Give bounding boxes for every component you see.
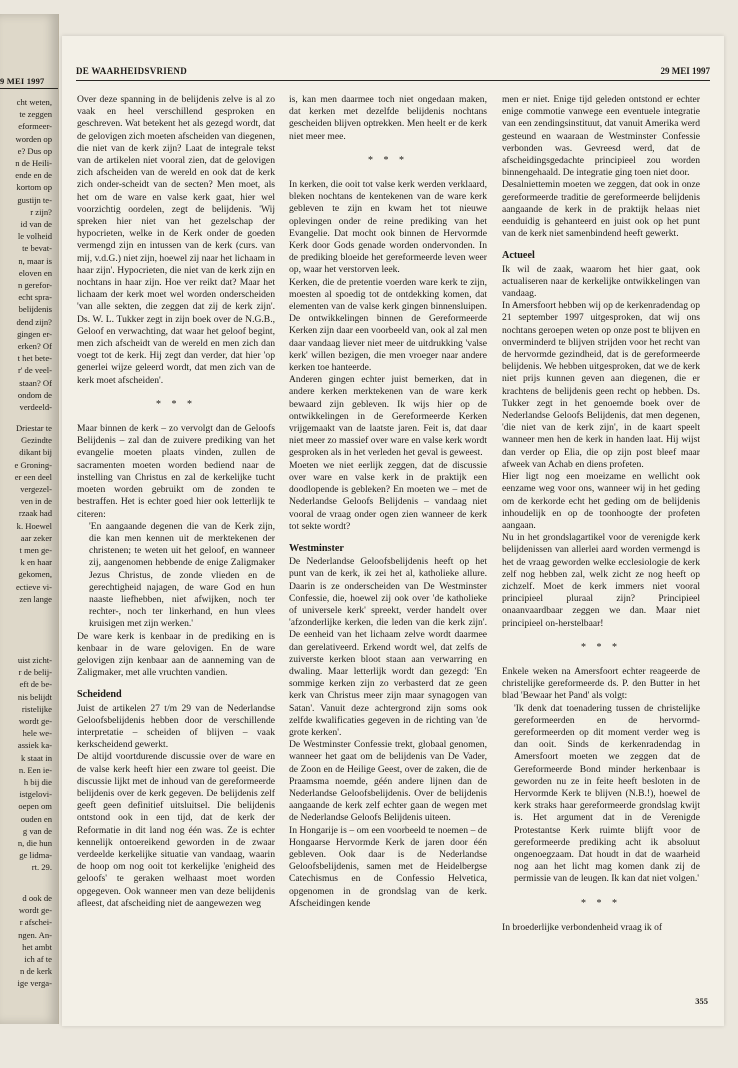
facing-page-line: dend zijn? bbox=[16, 316, 52, 327]
paragraph: Over deze spanning in de belijdenis zelve is al zo vaak en heel verschillend gesproken en geschreven. Wat betekent het als gezegd wordt, dat de gelovigen zich moeten afscheiden van diegenen, die niet van de kerk zijn? Laat de integrale tekst van de artikelen niet vooral zien, dat de gelovigen zich afscheiden van de wereld en ook dat de kerk zich onder-scheidt van de secten? Men moet, als het om de ware en valse kerk gaat, hier wel voorzichtig oordelen, zegt de belijdenis. 'Wij spreken hier niet van het gezelschap der hypocrieten, welke in de Kerk onder de goeden vermengd zijn en intussen van de kerk (curs. van mij, v.d.G.) niet zijn, hoewel zij naar het lichaam in haar zijn'. Hypocrieten, die niet van de kerk zijn en nochtans in haar zijn. Hoe ver reikt dat? Maar het lichaam der kerk moet wel worden onderscheiden 'van alle sekten, die zeggen dat zij de kerk zijn'. Ds. W. L. Tukker zegt in zijn boek over de N.G.B., Geloof en verwachting, dat waar het geloof begint, men zich afscheidt van de wereld en men zich dan voegt tot de kerk. Hij zegt dan verder, dat hier 'op generlei wijze geleerd wordt, dat men zich van de kerk moet afscheiden'. bbox=[77, 94, 275, 386]
paragraph: Ik wil de zaak, waarom het hier gaat, ook actualiseren naar de kerkelijke ontwikkelingen van vandaag. bbox=[502, 263, 700, 300]
paragraph: De ware kerk is kenbaar in de prediking en is kenbaar in de ware gelovigen. En de ware gelovigen zijn kenbaar aan de aanneming van de Zaligmaker, met alle vruchten vandien. bbox=[77, 630, 275, 679]
paragraph: In kerken, die ooit tot valse kerk werden verklaard, bleken nochtans de kentekenen van de ware kerk gebleven te zijn en kwam het tot nieuwe oplevingen onder de reine prediking van het Evangelie. Dat mocht ook binnen de Hervormde Kerk door Gods genade worden ondervonden. In de prediking bloeide het gereformeerde leven weer op, waar het verstorven leek. bbox=[289, 179, 487, 276]
facing-page-line: echt spra- bbox=[18, 292, 52, 303]
facing-page-line: eft de be- bbox=[19, 679, 52, 690]
section-separator: * * * bbox=[581, 897, 621, 909]
facing-page-line: hele we- bbox=[22, 728, 52, 739]
facing-page-line: n gerefor- bbox=[18, 280, 52, 291]
facing-page-line: ven in de bbox=[20, 496, 52, 507]
facing-page-line: e? Dus op bbox=[17, 145, 52, 156]
facing-page-line: r afschei- bbox=[19, 917, 52, 928]
facing-page-line: g van de bbox=[22, 825, 52, 836]
facing-page-line: r' de veel- bbox=[18, 365, 52, 376]
facing-page-line: eformeer- bbox=[18, 121, 52, 132]
facing-page-line: ondom de bbox=[17, 389, 52, 400]
facing-page-line: n. Een ie- bbox=[18, 764, 52, 775]
section-separator: * * * bbox=[581, 641, 621, 653]
facing-page-text-lower bbox=[0, 654, 59, 874]
facing-page-line: cht weten, bbox=[16, 97, 52, 107]
block-quote: 'Ik denk dat toenadering tussen de christelijke gereformeerden en de hervormd-gereformeerden op dit moment verder weg is dan ooit. Sinds de kerkenradendag in Amersfoort moeten we zeggen dat de Gereformeerde Bond minder herkenbaar is geworden nu ze in feite heeft besloten in de Hervormde Kerk te blijven (N.B.!), hoewel de kerk straks haar gereformeerde grondslag kwijt is. Het argument dat in de Verenigde Protestantse Kerk ruimte blijft voor de gereformeerde prediking acht ik absoluut ongenoegzaam. Dat houdt in dat de waarheid nog aan het licht mag komen dank zij de permissie van de leugen. Ik kan dat niet volgen.' bbox=[514, 702, 700, 885]
paragraph: In Hongarije is – om een voorbeeld te noemen – de Hongaarse Hervormde Kerk de jaren door één gebleven. Ook daar is de Nederlandse Geloofsbelijdenis, samen met de Heidelbergse Catechismus en de Confessio Helvetica, opgenomen in de grondslag van de kerk. Afscheidingen kende bbox=[289, 824, 487, 909]
facing-page-text-bottom bbox=[0, 892, 59, 990]
paragraph: Maar binnen de kerk – zo vervolgt dan de Geloofs Belijdenis – zal dan de zuivere prediking van het evangelie moeten plaats vinden, zullen de sacramenten moeten worden bediend naar de instelling van Christus en zal de kerkelijke tucht moeten worden gebruikt om de zonden te bestraffen. Het is echter goed hier ook letterlijk te citeren: bbox=[77, 423, 275, 520]
facing-page-line: vergezel- bbox=[20, 484, 52, 495]
facing-page-line: e Groning- bbox=[14, 459, 52, 470]
paragraph: In broederlijke verbondenheid vraag ik of bbox=[502, 921, 663, 933]
paragraph: De Nederlandse Geloofsbelijdenis heeft op het punt van de kerk, ik zei het al, katholieke allure. Daarin is ze onderscheiden van De Westminster Confessie, die, hoewel zij ook over 'de katholieke of universele kerk' spreekt, verder handelt over 'afzonderlijke kerken, die leden van die kerk zijn'. De eenheid van het lichaam zelve wordt daarmee dan gerelativeerd. Erkend wordt wel, dat zelfs de zuiverste kerken bloot staan aan verwarring en dwaling. Maar letterlijk wordt dan gezegd: 'En sommige kerken zijn zo verbasterd dat ze geen kerk van Christus meer zijn maar synagogen van Satan'. Vanuit deze achtergrond zijn soms ook zelfde kwalificaties gegeven in de richting van 'de grote kerken'. bbox=[289, 556, 487, 738]
paragraph: Anderen gingen echter juist bemerken, dat in andere kerken merktekenen van de ware kerk bewaard zijn gebleven. Ik wijs hier op de ontwikkelingen in de Gereformeerde Kerken vrijgemaakt van de laatste jaren. Feit is, dat daar niet meer zo massief over ware en valse kerk wordt gesproken als in het verleden het geval is geweest. bbox=[289, 374, 487, 459]
facing-page-line: oepen om bbox=[18, 801, 52, 812]
facing-page-line: gustijn te- bbox=[17, 194, 52, 205]
facing-page-line: nis belijdt bbox=[17, 691, 52, 702]
paragraph: is, kan men daarmee toch niet ongedaan maken, dat kerken met dezelfde belijdenis nochtans gescheiden blijven optrekken. Men heelt er de kerk niet meer mee. bbox=[289, 94, 487, 142]
facing-page-line: ouden en bbox=[20, 813, 52, 824]
section-heading: Scheidend bbox=[77, 689, 122, 701]
paragraph: Kerken, die de pretentie voerden ware kerk te zijn, moesten al spoedig tot de ontdekking komen, dat elementen van de valse kerk gingen binnensluipen. De ontwikkelingen binnen de Gereformeerde Kerken zijn daar een voorbeeld van, ook al zal men daar vandaag liever niet meer de uitdrukking 'valse kerk' willen bezigen, die men vroeger naar andere kerken toe hanteerde. bbox=[289, 276, 487, 374]
facing-page-line: zen lange bbox=[19, 593, 52, 604]
facing-page-line: staan? Of bbox=[19, 377, 52, 388]
paragraph: men er niet. Enige tijd geleden ontstond er echter enige commotie vanwege een eventuele integratie van een zendingsinstituut, dat vanuit Amerika werd gesteund en waaraan de Westminster Confessie verbonden was. Gevreesd werd, dat de afscheidingsgedachte principieel zou worden binnengehaald. De integratie ging toen niet door. bbox=[502, 94, 700, 179]
facing-page-line: h bij die bbox=[23, 777, 52, 788]
facing-page-line: k. Hoewel bbox=[16, 520, 52, 531]
text-column-2 bbox=[289, 94, 487, 1004]
facing-page-line: k en haar bbox=[20, 557, 52, 568]
paragraph: Enkele weken na Amersfoort echter reageerde de christelijke gereformeerde ds. P. den Butter in het blad 'Bewaar het Pand' als volgt: bbox=[502, 665, 700, 702]
page-number: 355 bbox=[695, 996, 708, 1006]
facing-page-line: ige verga- bbox=[17, 978, 52, 989]
facing-page-line: assiek ka- bbox=[17, 740, 52, 751]
facing-page-line: verdeeld- bbox=[19, 402, 52, 413]
facing-page-line: wordt ge- bbox=[18, 905, 52, 916]
facing-page-line: d ook de bbox=[22, 893, 52, 903]
facing-page-line: gingen er- bbox=[17, 328, 52, 339]
facing-page-line: uist zicht- bbox=[17, 655, 52, 665]
facing-page-line: r de belij- bbox=[18, 667, 52, 678]
publication-title: DE WAARHEIDSVRIEND bbox=[76, 66, 188, 76]
facing-page-line: rt. 29. bbox=[31, 862, 52, 873]
facing-page-line: k staat in bbox=[20, 752, 52, 763]
facing-page-line: le volheid bbox=[17, 231, 52, 242]
facing-page-line: ende en de bbox=[15, 170, 52, 181]
facing-page-line: te bevat- bbox=[22, 243, 52, 254]
facing-page-line: aar zeker bbox=[20, 532, 52, 543]
facing-page-line: er een deel bbox=[14, 471, 52, 482]
section-separator: * * * bbox=[156, 398, 196, 410]
running-header bbox=[76, 66, 710, 81]
facing-page-line: erken? Of bbox=[17, 341, 52, 352]
facing-page-line: t men ge- bbox=[19, 545, 52, 556]
facing-page-line: t het bete- bbox=[17, 353, 52, 364]
facing-page-line: r zijn? bbox=[30, 206, 52, 217]
paragraph: De Westminster Confessie trekt, globaal genomen, wanneer het gaat om de belijdenis van De Vader, de Zoon en de Heilige Geest, over de zaken, die de Praamsma noemde, géén andere lijnen dan de Nederlandse Geloofsbelijdenis. Over de belijdenis aangaande de kerk zelf echter gaan de wegen met de Nederlandse Geloofs Belijdenis uiteen. bbox=[289, 739, 487, 824]
facing-page-line: ge lidma- bbox=[19, 850, 52, 861]
facing-page-line: Gezindte bbox=[20, 435, 52, 446]
facing-page-line: gekomen, bbox=[18, 569, 52, 580]
facing-page-line: eloven en bbox=[18, 267, 52, 278]
newspaper-page bbox=[62, 36, 724, 1026]
section-heading: Westminster bbox=[289, 542, 344, 554]
paragraph: Desalniettemin moeten we zeggen, dat ook in onze gereformeerde traditie de gereformeerde belijdenis aangaande de kerk in de praktijk helaas niet eenduidig is gehanteerd en juist ook op het punt van de kerk niet samenbindend heeft gewerkt. bbox=[502, 179, 700, 240]
facing-page-line: kortom op bbox=[16, 182, 52, 193]
facing-page-line: ich af te bbox=[24, 954, 52, 965]
section-separator: * * * bbox=[368, 154, 408, 166]
facing-page-line: id van de bbox=[20, 219, 52, 230]
facing-page-line: ristelijke bbox=[21, 703, 52, 714]
facing-page-line: te zeggen bbox=[19, 109, 52, 120]
facing-page-line: worden op bbox=[15, 133, 52, 144]
facing-page-line: istgelovi- bbox=[19, 789, 52, 800]
paragraph: Nu in het grondslagartikel voor de verenigde kerk belijdenissen van allerlei aard worden vermengd is het de vraag geworden welke ecclesiologie de kerk zelf nog hebben zal, welk zicht ze nog heeft op zichzelf. Moet de kerk immers niet vooral principieel pluraal zijn? Principieel onaanvaardbaar zeggen we dan. Maar niet principieel on-herstelbaar! bbox=[502, 532, 700, 629]
text-column-1 bbox=[77, 94, 275, 1004]
facing-page-line: n de Heili- bbox=[15, 158, 52, 169]
facing-page-line: n, die hun bbox=[17, 838, 52, 849]
paragraph: Hier ligt nog een moeizame en wellicht ook eenzame weg voor ons, wanneer wij in het geding om de kerkorde echt het geding om de belijdenis inhoudelijk en op de toonhoogte der profeten aangaan. bbox=[502, 471, 700, 531]
facing-page-line: het ambt bbox=[22, 941, 52, 952]
text-column-3 bbox=[502, 94, 700, 1004]
issue-date: 29 MEI 1997 bbox=[660, 66, 710, 76]
section-heading: Actueel bbox=[502, 250, 535, 262]
facing-page-line: rzaak had bbox=[18, 508, 52, 519]
facing-page-line: n de kerk bbox=[20, 966, 52, 977]
facing-page-line: ectieve vi- bbox=[15, 581, 52, 592]
paragraph: Juist de artikelen 27 t/m 29 van de Nederlandse Geloofsbelijdenis hebben door de verschillende interpretatie – scheiden of blijven – vaak kerkscheidend gewerkt. bbox=[77, 702, 275, 751]
facing-page-line: belijdenis bbox=[18, 304, 52, 315]
facing-page-text-top bbox=[0, 96, 59, 413]
facing-page-text-middle bbox=[0, 422, 59, 605]
facing-page-line: wordt ge- bbox=[18, 716, 52, 727]
facing-page-line: ngen. An- bbox=[18, 929, 52, 940]
facing-page-line: Driestar te bbox=[15, 423, 52, 433]
facing-page-line: dikant bij bbox=[19, 447, 52, 458]
facing-page-edge bbox=[0, 14, 59, 1024]
facing-page-line: n, maar is bbox=[18, 255, 52, 266]
paragraph: In Amersfoort hebben wij op de kerkenradendag op 21 september 1997 uitgesproken, dat wij ons nochtans geroepen weten op onze post te blijven en onverminderd te blijven strijden voor het recht van de hervormde gezindheid, dat is de gereformeerde belijdenis. We hebben uitgesproken, dat we de kerk niet prijs kunnen geven aan diegenen, die er krachtens de belijdenis geen recht op hebben. Ds. Tukker zegt in het genoemde boek over de Nederlandse Geloofs Belijdenis, dat men degenen, 'die niet van de kerk zijn', in de kaart speelt wanneer men hen de kerk in handen laat. Hij wijst dan verder op Elia, die op zijn post bleef maar afweek van Achab en diens profeten. bbox=[502, 300, 700, 470]
block-quote: 'En aangaande degenen die van de Kerk zijn, die kan men kennen uit de merktekenen der christenen; te weten uit het geloof, en wanneer zij, aangenomen hebbende de enige Zaligmaker Jezus Christus, de zonde vlieden en de gerechtigheid najagen, de ware God en hun naaste liefhebben, niet afwijken, noch ter rechter-, noch ter linkerhand, en hun vlees kruisigen met zijn werken.' bbox=[89, 520, 275, 630]
facing-page-header-date: 9 MEI 1997 bbox=[0, 76, 58, 89]
paragraph: De altijd voortdurende discussie over de ware en de valse kerk heeft hier een zware tol geeist. Die discussie lijkt met de inhoud van de gereformeerde belijdenis over de kerk gegeven. De belijdenis zelf geeft geen definitief uitsluitsel. Die belijdenis ontstond ook in een tijd, dat de kerk der Reformatie in dit land nog één was. Ze is echter kennelijk ontoereikend geworden in de zwaar verdeelde kerkelijke situatie van vandaag, waarin de hoop om nog ooit tot kerkelijke 'enigheid des geloofs' te geraken welhaast moet worden opgegeven. Ook wanneer men van deze belijdenis afleest, dat afscheiding niet de aangewezen weg bbox=[77, 751, 275, 909]
paragraph: Moeten we niet eerlijk zeggen, dat de discussie over ware en valse kerk in de praktijk een doodlopende is gebleken? En moeten we – met de Nederlandse Geloofs Belijdenis – vandaag niet vooral de vraag onder ogen zien wanneer de kerk tot sekte wordt? bbox=[289, 459, 487, 532]
